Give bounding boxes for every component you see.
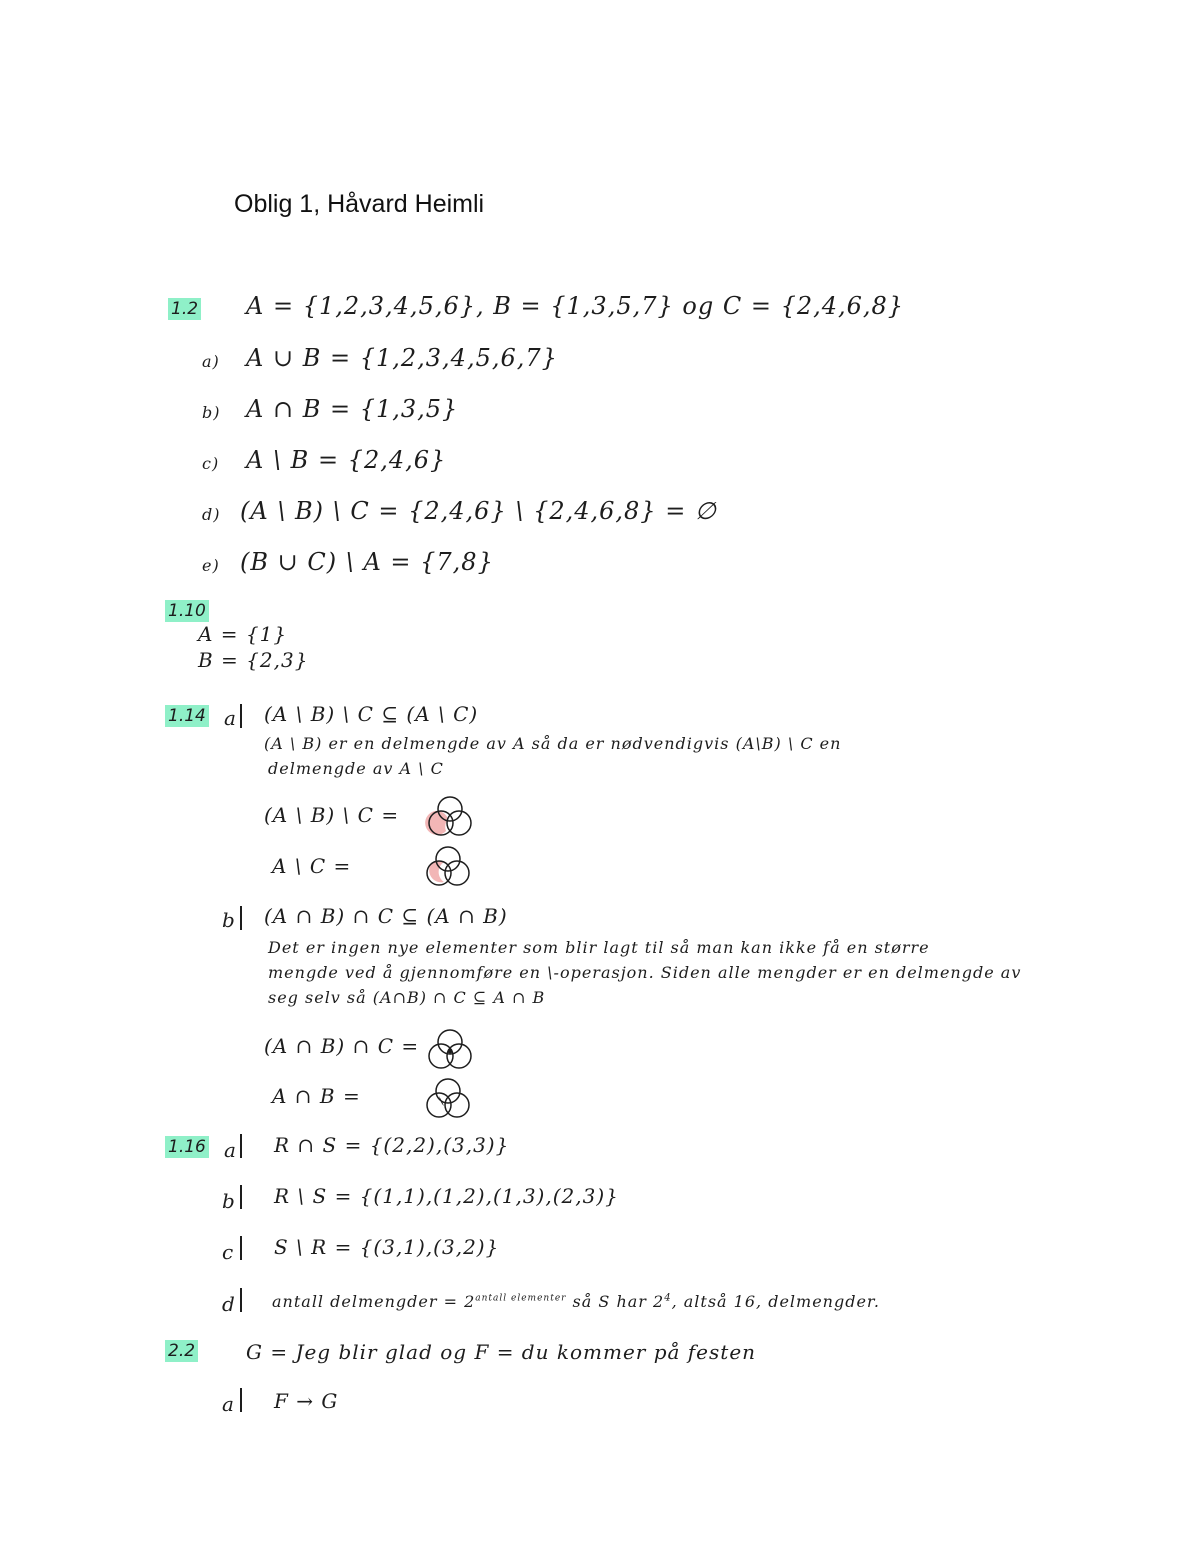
page-title: Oblig 1, Håvard Heimli — [234, 190, 485, 218]
problem-1-16-answer-a: R ∩ S = {(2,2),(3,3)} — [274, 1133, 510, 1157]
problem-1-2-answer-d: (A \ B) \ C = {2,4,6} \ {2,4,6,8} = ∅ — [240, 497, 717, 525]
problem-1-16-d-exponent: antall elementer — [475, 1293, 567, 1304]
problem-1-16-d-exponent-2: 4 — [664, 1292, 672, 1304]
problem-1-16-label-c: c — [222, 1240, 234, 1264]
label-divider — [240, 1236, 242, 1260]
problem-1-2-label-a: a) — [202, 352, 220, 371]
problem-1-16-answer-d — [272, 1292, 880, 1311]
problem-number-1-16: 1.16 — [165, 1136, 209, 1158]
label-divider — [240, 1288, 242, 1312]
problem-1-2-answer-b: A ∩ B = {1,3,5} — [246, 395, 459, 423]
problem-1-2-label-e: e) — [202, 556, 220, 575]
problem-1-10-line-a: A = {1} — [198, 622, 288, 646]
problem-1-14-a-claim: (A \ B) \ C ⊆ (A \ C) — [264, 702, 479, 726]
problem-1-16-d-rest: så S har 2 — [566, 1292, 665, 1311]
problem-1-14-b-claim: (A ∩ B) ∩ C ⊆ (A ∩ B) — [264, 904, 508, 928]
problem-1-16-label-d: d — [222, 1292, 235, 1316]
problem-1-2-label-c: c) — [202, 454, 220, 473]
problem-1-16-answer-b: R \ S = {(1,1),(1,2),(1,3),(2,3)} — [274, 1184, 619, 1208]
problem-1-16-label-a: a — [224, 1138, 236, 1162]
problem-1-16-answer-c: S \ R = {(3,1),(3,2)} — [274, 1235, 500, 1259]
problem-1-10-line-b: B = {2,3} — [198, 648, 309, 672]
problem-number-2-2: 2.2 — [165, 1340, 198, 1362]
label-divider — [240, 1185, 242, 1209]
problem-1-14-a-venn-label-1: (A \ B) \ C = — [264, 803, 400, 827]
problem-1-14-b-venn-label-2: A ∩ B = — [272, 1084, 361, 1108]
problem-1-14-label-a: a — [224, 706, 236, 730]
problem-1-14-b-explain-3: seg selv så (A∩B) ∩ C ⊆ A ∩ B — [268, 988, 546, 1007]
problem-number-1-14: 1.14 — [165, 705, 209, 727]
problem-1-16-d-rest-2: , altså 16, delmengder. — [671, 1292, 880, 1311]
problem-1-2-answer-c: A \ B = {2,4,6} — [246, 446, 447, 474]
problem-2-2-answer-a: F → G — [274, 1389, 339, 1413]
problem-1-2-label-d: d) — [202, 505, 221, 524]
problem-1-14-b-explain-1: Det er ingen nye elementer som blir lagt til så man kan ikke få en større — [268, 938, 930, 957]
venn-diagram-a-and-b — [422, 1076, 474, 1122]
label-divider — [240, 906, 242, 930]
problem-1-16-label-b: b — [222, 1189, 235, 1213]
problem-1-14-a-explain-1: (A \ B) er en delmengde av A så da er nødvendigvis (A\B) \ C en — [264, 734, 842, 753]
venn-diagram-a-and-b-and-c — [424, 1027, 476, 1073]
problem-2-2-label-a: a — [222, 1392, 234, 1416]
label-divider — [240, 1134, 242, 1158]
problem-1-14-b-venn-label-1: (A ∩ B) ∩ C = — [264, 1034, 420, 1058]
venn-diagram-a-minus-b-minus-c — [424, 794, 476, 840]
problem-1-2-answer-a: A ∪ B = {1,2,3,4,5,6,7} — [246, 344, 558, 372]
label-divider — [240, 704, 242, 728]
problem-1-14-a-venn-label-2: A \ C = — [272, 854, 352, 878]
problem-1-14-a-explain-2: delmengde av A \ C — [268, 759, 444, 778]
problem-1-14-b-explain-2: mengde ved å gjennomføre en \-operasjon. Siden alle mengder er en delmengde av — [268, 963, 1022, 982]
problem-1-2-answer-e: (B ∪ C) \ A = {7,8} — [240, 548, 494, 576]
problem-1-14-label-b: b — [222, 908, 235, 932]
problem-1-2-given: A = {1,2,3,4,5,6}, B = {1,3,5,7} og C = {2,4,6,8} — [246, 292, 905, 320]
problem-number-1-10: 1.10 — [165, 600, 209, 622]
problem-1-2-label-b: b) — [202, 403, 221, 422]
label-divider — [240, 1388, 242, 1412]
problem-2-2-given: G = Jeg blir glad og F = du kommer på festen — [246, 1340, 757, 1364]
venn-diagram-a-minus-c — [422, 844, 474, 890]
problem-1-16-d-text: antall delmengder = 2 — [272, 1292, 476, 1311]
problem-number-1-2: 1.2 — [168, 298, 201, 320]
